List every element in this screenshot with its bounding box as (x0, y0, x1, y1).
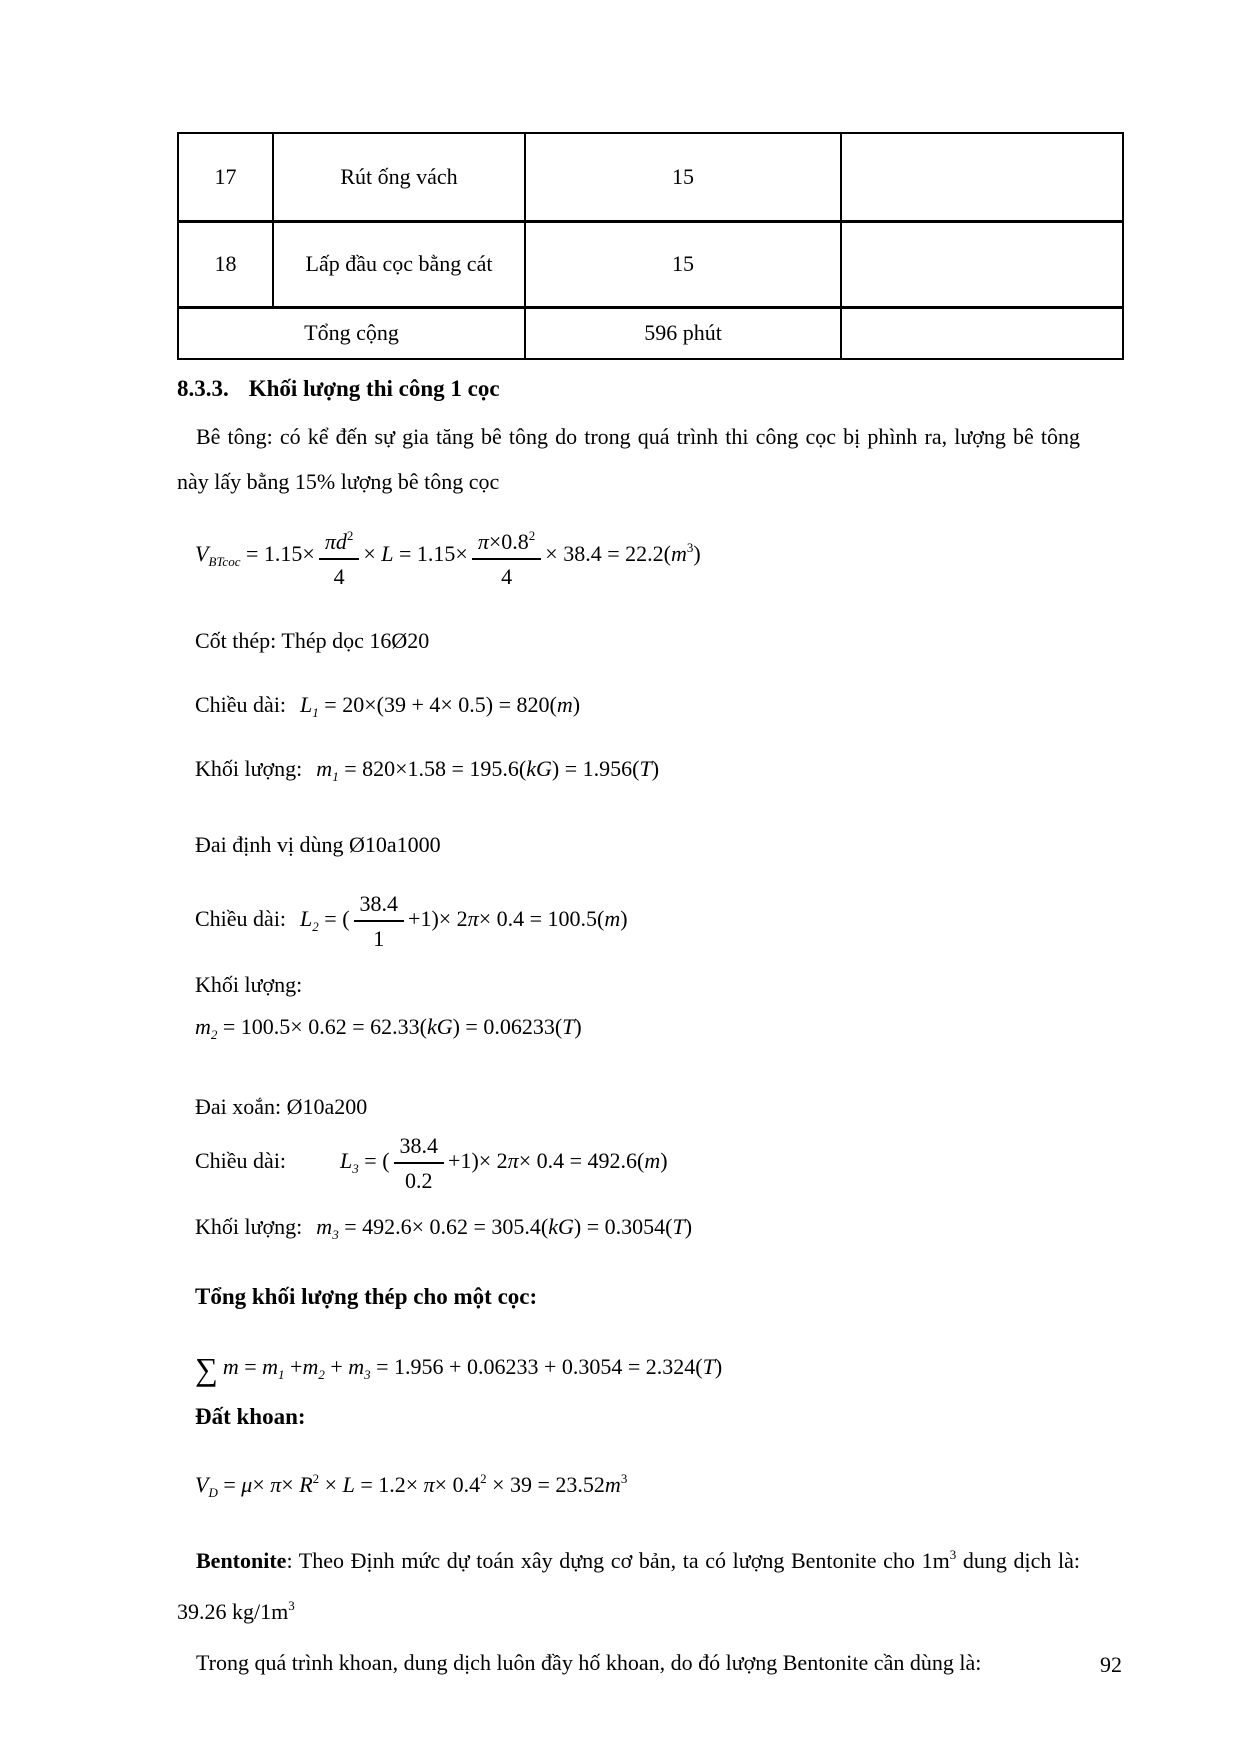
task-name-cell: Rút ống vách (273, 133, 525, 221)
subscript: 1 (312, 705, 319, 720)
text-run: Cốt thép: Thép dọc 16Ø20 (195, 628, 430, 653)
total-note-cell (841, 307, 1123, 359)
text-run: 4 (501, 564, 513, 589)
text-run: ) = 0.06233( (452, 1014, 563, 1039)
fraction-numerator (394, 1130, 445, 1164)
subscript: 2 (312, 919, 319, 935)
fraction (394, 1130, 445, 1196)
math-variable: L (381, 541, 394, 567)
subscript: 3 (332, 1227, 339, 1242)
text-run: ) (572, 692, 581, 717)
text-run: × 0.4 (434, 1472, 481, 1497)
text-run: Bê tông: có kể đến sự gia tăng bê tông do trong quá trình thi công cọc bị phình ra, lượng bê tông này lấy bằng 15% lượng bê tông cọc (177, 424, 1080, 494)
text-run: ×0.8 (488, 529, 529, 554)
note-cell (841, 133, 1123, 221)
subscript: 3 (352, 1161, 359, 1177)
line-dai-xoan (177, 1090, 1080, 1124)
text-run: Khối lượng: (195, 972, 303, 997)
text-run: 1 (373, 926, 385, 951)
text-run: +1)× 2 (408, 906, 468, 932)
fraction (354, 888, 405, 954)
fraction-denominator (472, 560, 541, 592)
math-variable: π (467, 906, 479, 932)
math-variable: m (222, 1354, 239, 1379)
bold-run: Bentonite (196, 1548, 287, 1573)
superscript: 3 (620, 1471, 628, 1486)
duration-table (177, 132, 1124, 360)
text-run: ) (574, 1014, 582, 1039)
text-run: ) = 1.956( (551, 756, 640, 781)
formula-dat-khoan (177, 1462, 1080, 1510)
math-variable: m (316, 1214, 333, 1239)
text-run: = 1.15× (240, 541, 315, 567)
para-be-tong (177, 414, 1080, 504)
text-run: Tổng khối lượng thép cho một cọc: (195, 1284, 538, 1309)
text-run: 38.4 (359, 891, 399, 916)
line-khoi-luong-3 (177, 1210, 1080, 1252)
superscript: 2 (480, 1471, 487, 1486)
section-heading (177, 372, 1240, 406)
formula-m2-math (195, 1014, 582, 1042)
duration-cell: 15 (525, 133, 841, 221)
math-variable: m (348, 1354, 365, 1379)
math-variable: kG (526, 756, 552, 781)
text-run: = 100.5× 0.62 = 62.33( (217, 1014, 427, 1039)
math-variable: m (195, 1014, 211, 1039)
math-variable: πd (324, 529, 347, 554)
superscript: 3 (686, 540, 694, 556)
math-variable: m (262, 1354, 279, 1379)
table-row (178, 221, 1123, 307)
text-run: + (284, 1354, 303, 1379)
line-chieu-dai-2 (177, 888, 1080, 954)
line-chieu-dai-3 (177, 1130, 1080, 1196)
para-bentonite (177, 1532, 1080, 1634)
text-run: × (281, 1472, 300, 1497)
text-run: = (217, 1472, 242, 1497)
superscript: 2 (528, 528, 536, 543)
superscript: 2 (346, 528, 354, 543)
section-number: 8.3.3. (177, 376, 229, 401)
math-variable: V (195, 1472, 209, 1497)
heading-dat-khoan (177, 1400, 1080, 1434)
text-run: × 38.4 = 22.2( (545, 541, 671, 567)
text-run: + (324, 1354, 349, 1379)
math-variable: kG (548, 1214, 574, 1239)
math-variable: L (340, 1148, 353, 1174)
subscript: 3 (364, 1367, 371, 1382)
text-run: 38.4 (399, 1133, 439, 1158)
text-run: = (238, 1354, 263, 1379)
row-number-cell: 18 (178, 221, 273, 307)
duration-cell: 15 (525, 221, 841, 307)
math-variable: L (300, 906, 313, 932)
math-variable: π (423, 1472, 435, 1497)
table-row (178, 133, 1123, 221)
text-run: = ( (358, 1148, 390, 1174)
fraction-denominator (354, 922, 405, 954)
fraction-denominator (319, 560, 360, 592)
fraction-numerator (354, 888, 405, 922)
table-total-row (178, 307, 1123, 359)
text-run: ) (651, 756, 660, 781)
formula-m2 (177, 1010, 1080, 1052)
line-khoi-luong-1 (177, 752, 1080, 794)
row-number-cell: 17 (178, 133, 273, 221)
math-variable: L (300, 692, 313, 717)
line-chieu-dai-3-math (340, 1133, 668, 1193)
fraction-numerator (319, 520, 360, 560)
fraction (319, 520, 360, 592)
formula-v-btcoc (177, 520, 1080, 592)
line-khoi-luong-1-label: Khối lượng: (195, 756, 303, 781)
math-variable: π (270, 1472, 282, 1497)
text-run: × 0.4 = 100.5( (478, 906, 605, 932)
subscript: 1 (332, 769, 339, 784)
sum-symbol: ∑ (195, 1351, 218, 1387)
text-run: dung dịch là: 39.26 kg/1m (177, 1548, 1080, 1624)
text-run: × (319, 1472, 343, 1497)
text-run: × (363, 541, 382, 567)
text-run: = 20×(39 + 4× 0.5) = 820( (318, 692, 557, 717)
heading-tong-khoi-luong-thep (177, 1280, 1080, 1314)
math-variable: m (604, 1472, 621, 1497)
math-variable: m (644, 1148, 661, 1174)
formula-dat-khoan-math (195, 1471, 628, 1500)
math-variable: T (702, 1354, 715, 1379)
line-dai-dinh-vi (177, 828, 1080, 862)
fraction-denominator (394, 1164, 445, 1196)
line-khoi-luong-3-label: Khối lượng: (195, 1214, 303, 1239)
text-run: × (252, 1472, 271, 1497)
math-variable: m (556, 692, 573, 717)
text-run: 4 (333, 564, 345, 589)
fraction (472, 520, 541, 592)
math-variable: kG (426, 1014, 453, 1039)
subscript: 1 (278, 1367, 285, 1382)
text-run: ) (693, 541, 701, 567)
para-trong-qua-trinh (177, 1640, 1080, 1685)
text-run: ) = 0.3054( (573, 1214, 673, 1239)
subscript: BTcoc (208, 554, 241, 570)
text-run: ) (620, 906, 628, 932)
line-chieu-dai-3-label: Chiều dài: (195, 1148, 287, 1174)
total-value-cell: 596 phút (525, 307, 841, 359)
math-variable: μ (241, 1472, 253, 1497)
formula-tong-m (177, 1350, 1080, 1392)
math-variable: m (604, 906, 621, 932)
text-run: Trong quá trình khoan, dung dịch luôn đầy hố khoan, do đó lượng Bentonite cần dùng là: (196, 1650, 982, 1675)
math-variable: m (302, 1354, 319, 1379)
superscript: 3 (288, 1598, 295, 1613)
text-run: Đai định vị dùng Ø10a1000 (195, 832, 441, 857)
math-variable: π (507, 1148, 519, 1174)
math-variable: m (316, 756, 333, 781)
text-run: = 1.2× (354, 1472, 424, 1497)
math-variable: m (670, 541, 687, 567)
math-variable: π (477, 529, 489, 554)
subscript: 2 (318, 1367, 325, 1382)
document-body (177, 414, 1080, 1685)
label-khoi-luong-2 (177, 968, 1080, 1002)
superscript: 2 (312, 1471, 320, 1486)
line-khoi-luong-3-math (316, 1214, 693, 1242)
line-chieu-dai-2-label: Chiều dài: (195, 906, 287, 932)
total-label-cell: Tổng cộng (178, 307, 525, 359)
math-variable: L (342, 1472, 355, 1497)
section-title: Khối lượng thi công 1 cọc (248, 376, 500, 401)
subscript: 2 (210, 1027, 218, 1042)
text-run: +1)× 2 (448, 1148, 508, 1174)
math-variable: T (639, 756, 652, 781)
formula-tong-m-math (195, 1351, 723, 1387)
note-cell (841, 221, 1123, 307)
text-run: = 1.956 + 0.06233 + 0.3054 = 2.324( (370, 1354, 703, 1379)
text-run: × 0.4 = 492.6( (518, 1148, 645, 1174)
fraction-numerator (472, 520, 541, 560)
line-chieu-dai-1 (177, 688, 1080, 730)
line-chieu-dai-1-label: Chiều dài: (195, 692, 287, 717)
formula-v-btcoc-math (195, 528, 701, 589)
text-run: × 39 = 23.52 (486, 1472, 605, 1497)
superscript: 3 (949, 1547, 957, 1562)
math-variable: T (672, 1214, 685, 1239)
text-run: = ( (318, 906, 350, 932)
text-run: Đai xoắn: Ø10a200 (195, 1094, 368, 1119)
text-run: : Theo Định mức dự toán xây dựng cơ bản, ta có lượng Bentonite cho 1m (286, 1548, 950, 1573)
subscript: D (208, 1485, 218, 1500)
text-run: 0.2 (405, 1168, 433, 1193)
text-run: = 820×1.58 = 195.6( (338, 756, 527, 781)
text-run: ) (714, 1354, 723, 1379)
line-chieu-dai-1-math (300, 692, 581, 720)
math-variable: T (562, 1014, 575, 1039)
task-name-cell: Lấp đầu cọc bằng cát (273, 221, 525, 307)
text-run: ) (660, 1148, 668, 1174)
page-number: 92 (1100, 1652, 1122, 1677)
text-run: = 492.6× 0.62 = 305.4( (338, 1214, 549, 1239)
line-khoi-luong-1-math (316, 756, 660, 784)
line-chieu-dai-2-math (300, 891, 628, 951)
math-variable: R (299, 1472, 313, 1497)
math-variable: V (195, 541, 209, 567)
text-run: Đất khoan: (195, 1404, 306, 1429)
text-run: = 1.15× (393, 541, 468, 567)
text-run: ) (684, 1214, 693, 1239)
line-cot-thep (177, 624, 1080, 658)
